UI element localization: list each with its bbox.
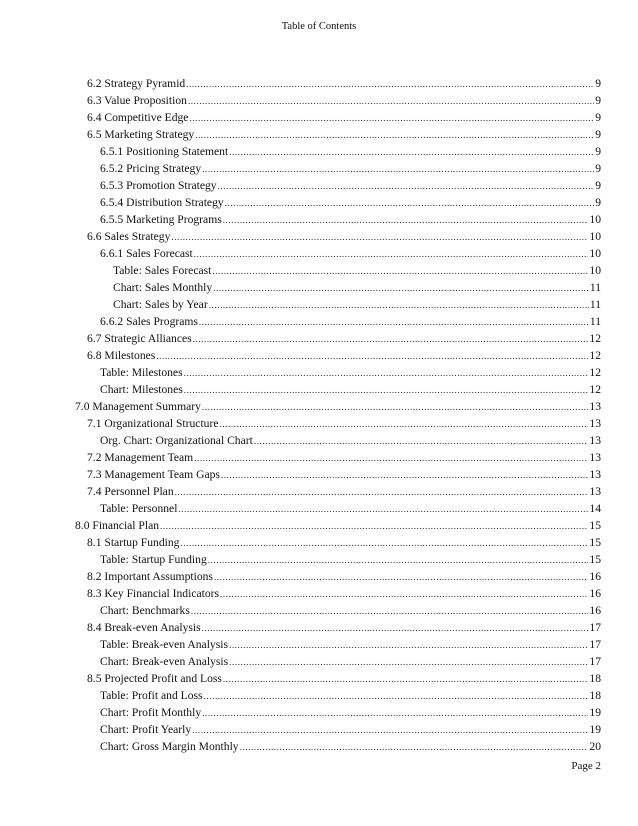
toc-entry-page: 9	[595, 162, 601, 175]
toc-entry-page: 13	[589, 417, 601, 430]
toc-dot-leader	[180, 535, 588, 552]
toc-entry-label: Table: Personnel	[100, 502, 178, 515]
toc-entry-label: 7.0 Management Summary	[75, 400, 201, 413]
toc-dot-leader	[223, 671, 588, 688]
toc-entry-label: 7.4 Personnel Plan	[87, 485, 174, 498]
toc-dot-leader	[191, 603, 589, 620]
toc-dot-leader	[218, 178, 595, 195]
toc-entry[interactable]	[0, 245, 638, 262]
toc-entry-label: 6.6.1 Sales Forecast	[100, 247, 193, 260]
toc-dot-leader	[184, 365, 589, 382]
toc-entry-label: Table: Sales Forecast	[113, 264, 212, 277]
toc-entry-page: 13	[589, 434, 601, 447]
toc-dot-leader	[214, 569, 588, 586]
toc-entry-page: 16	[589, 587, 601, 600]
toc-entry[interactable]	[0, 466, 638, 483]
toc-dot-leader	[199, 314, 589, 331]
toc-entry-page: 9	[595, 196, 601, 209]
toc-dot-leader	[194, 246, 589, 263]
toc-entry[interactable]	[0, 347, 638, 364]
toc-dot-leader	[171, 229, 588, 246]
toc-entry[interactable]	[0, 313, 638, 330]
toc-dot-leader	[240, 739, 589, 756]
toc-dot-leader	[189, 110, 594, 127]
toc-entry-label: Table: Milestones	[100, 366, 183, 379]
toc-entry-page: 9	[595, 128, 601, 141]
toc-entry-label: 6.8 Milestones	[87, 349, 156, 362]
toc-dot-leader	[186, 76, 594, 93]
toc-dot-leader	[202, 161, 594, 178]
toc-entry[interactable]	[0, 687, 638, 704]
toc-entry-label: 6.6 Sales Strategy	[87, 230, 171, 243]
page-header-title: Table of Contents	[281, 21, 357, 32]
toc-entry[interactable]	[0, 160, 638, 177]
toc-entry[interactable]	[0, 415, 638, 432]
toc-entry-page: 10	[589, 264, 601, 277]
toc-entry[interactable]	[0, 75, 638, 92]
toc-entry[interactable]	[0, 670, 638, 687]
toc-entry[interactable]	[0, 109, 638, 126]
toc-entry-label: 6.5.1 Positioning Statement	[100, 145, 229, 158]
toc-entry[interactable]	[0, 602, 638, 619]
toc-dot-leader	[202, 399, 589, 416]
toc-entry[interactable]	[0, 126, 638, 143]
toc-entry-page: 13	[589, 468, 601, 481]
toc-dot-leader	[178, 501, 588, 518]
toc-entry[interactable]	[0, 364, 638, 381]
toc-entry-label: 6.5.2 Pricing Strategy	[100, 162, 202, 175]
toc-entry-label: 6.2 Strategy Pyramid	[87, 77, 186, 90]
toc-dot-leader	[208, 552, 589, 569]
toc-entry-page: 18	[589, 672, 601, 685]
toc-entry-page: 19	[589, 706, 601, 719]
toc-dot-leader	[202, 620, 589, 637]
toc-dot-leader	[209, 297, 589, 314]
toc-dot-leader	[194, 450, 588, 467]
toc-entry-label: 6.7 Strategic Alliances	[87, 332, 192, 345]
toc-entry-page: 13	[589, 400, 601, 413]
toc-entry-page: 19	[589, 723, 601, 736]
toc-entry-page: 11	[589, 315, 601, 328]
toc-entry-label: Chart: Gross Margin Monthly	[100, 740, 239, 753]
toc-entry-label: 6.5.4 Distribution Strategy	[100, 196, 224, 209]
toc-dot-leader	[229, 144, 594, 161]
toc-entry[interactable]	[0, 330, 638, 347]
toc-entry-label: Chart: Profit Yearly	[100, 723, 192, 736]
toc-entry-page: 10	[589, 230, 601, 243]
toc-entry-label: 7.3 Management Team Gaps	[87, 468, 220, 481]
toc-entry-label: Chart: Profit Monthly	[100, 706, 202, 719]
toc-entry-label: 7.1 Organizational Structure	[87, 417, 219, 430]
toc-dot-leader	[193, 331, 589, 348]
toc-entry-label: Org. Chart: Organizational Chart	[100, 434, 253, 447]
toc-entry[interactable]	[0, 262, 638, 279]
toc-entry-label: 8.0 Financial Plan	[75, 519, 160, 532]
toc-dot-leader	[221, 467, 588, 484]
toc-entry[interactable]	[0, 568, 638, 585]
toc-entry-page: 17	[589, 638, 601, 651]
toc-entry-label: Chart: Sales Monthly	[113, 281, 213, 294]
toc-entry-page: 9	[595, 145, 601, 158]
toc-entry-page: 9	[595, 179, 601, 192]
toc-entry-label: Table: Profit and Loss	[100, 689, 203, 702]
toc-entry-page: 12	[589, 366, 601, 379]
toc-entry-label: Table: Startup Funding	[100, 553, 207, 566]
toc-entry[interactable]	[0, 483, 638, 500]
toc-entry-label: 8.4 Break-even Analysis	[87, 621, 201, 634]
toc-entry-page: 12	[589, 349, 601, 362]
toc-entry[interactable]	[0, 534, 638, 551]
toc-entry-label: 8.3 Key Financial Indicators	[87, 587, 220, 600]
toc-entry-label: 8.1 Startup Funding	[87, 536, 180, 549]
toc-dot-leader	[254, 433, 589, 450]
toc-entry-page: 10	[589, 247, 601, 260]
toc-entry[interactable]	[0, 177, 638, 194]
toc-entry[interactable]	[0, 279, 638, 296]
toc-entry[interactable]	[0, 381, 638, 398]
toc-entry-label: Table: Break-even Analysis	[100, 638, 228, 651]
toc-entry[interactable]	[0, 432, 638, 449]
toc-entry-label: 6.3 Value Proposition	[87, 94, 187, 107]
toc-entry-label: 8.5 Projected Profit and Loss	[87, 672, 222, 685]
toc-entry[interactable]	[0, 551, 638, 568]
toc-entry-page: 9	[595, 77, 601, 90]
toc-dot-leader	[219, 416, 588, 433]
toc-entry[interactable]	[0, 721, 638, 738]
toc-entry-page: 18	[589, 689, 601, 702]
toc-entry[interactable]	[0, 92, 638, 109]
toc-entry[interactable]	[0, 619, 638, 636]
toc-entry-label: Chart: Benchmarks	[100, 604, 190, 617]
toc-entry[interactable]	[0, 704, 638, 721]
toc-dot-leader	[175, 484, 589, 501]
toc-dot-leader	[220, 586, 588, 603]
toc-entry-label: 6.4 Competitive Edge	[87, 111, 189, 124]
page-number: Page 2	[571, 760, 601, 772]
toc-entry-page: 14	[589, 502, 601, 515]
toc-entry-label: Chart: Sales by Year	[113, 298, 208, 311]
toc-entry-label: 6.5.3 Promotion Strategy	[100, 179, 217, 192]
toc-entry-label: 8.2 Important Assumptions	[87, 570, 213, 583]
toc-entry-label: 6.5.5 Marketing Programs	[100, 213, 222, 226]
toc-entry-label: 6.6.2 Sales Programs	[100, 315, 198, 328]
toc-entry[interactable]	[0, 228, 638, 245]
toc-entry-page: 12	[589, 332, 601, 345]
toc-entry-page: 11	[589, 281, 601, 294]
toc-entry-page: 13	[589, 451, 601, 464]
toc-dot-leader	[213, 280, 589, 297]
toc-entry-page: 15	[589, 553, 601, 566]
toc-entry-page: 10	[589, 213, 601, 226]
toc-entry[interactable]	[0, 500, 638, 517]
toc-entry[interactable]	[0, 398, 638, 415]
toc-entry-page: 15	[589, 519, 601, 532]
toc-dot-leader	[195, 127, 594, 144]
toc-entry-page: 20	[589, 740, 601, 753]
toc-dot-leader	[156, 348, 588, 365]
toc-entry-page: 11	[589, 298, 601, 311]
toc-dot-leader	[192, 722, 588, 739]
toc-dot-leader	[229, 654, 588, 671]
toc-dot-leader	[225, 195, 595, 212]
toc-dot-leader	[202, 705, 588, 722]
toc-entry-page: 15	[589, 536, 601, 549]
toc-entry[interactable]	[0, 449, 638, 466]
toc-entry-page: 16	[589, 604, 601, 617]
toc-entry[interactable]	[0, 636, 638, 653]
toc-entry-page: 13	[589, 485, 601, 498]
toc-dot-leader	[223, 212, 589, 229]
toc-entry-page: 17	[589, 621, 601, 634]
toc-entry-label: Chart: Break-even Analysis	[100, 655, 229, 668]
toc-entry[interactable]	[0, 211, 638, 228]
toc-dot-leader	[204, 688, 589, 705]
toc-entry[interactable]	[0, 194, 638, 211]
toc-entry-page: 12	[589, 383, 601, 396]
toc-entry-page: 17	[589, 655, 601, 668]
toc-entry-label: 7.2 Management Team	[87, 451, 194, 464]
toc-entry[interactable]	[0, 143, 638, 160]
toc-dot-leader	[184, 382, 589, 399]
toc-entry[interactable]	[0, 653, 638, 670]
toc-entry-label: 6.5 Marketing Strategy	[87, 128, 195, 141]
toc-entry[interactable]	[0, 738, 638, 755]
toc-dot-leader	[229, 637, 588, 654]
toc-dot-leader	[188, 93, 594, 110]
toc-entry-page: 9	[595, 94, 601, 107]
table-of-contents	[0, 75, 638, 755]
toc-entry-page: 16	[589, 570, 601, 583]
toc-dot-leader	[212, 263, 588, 280]
toc-dot-leader	[160, 518, 588, 535]
toc-entry[interactable]	[0, 517, 638, 534]
toc-entry-label: Chart: Milestones	[100, 383, 183, 396]
toc-entry-page: 9	[595, 111, 601, 124]
toc-entry[interactable]	[0, 585, 638, 602]
toc-entry[interactable]	[0, 296, 638, 313]
